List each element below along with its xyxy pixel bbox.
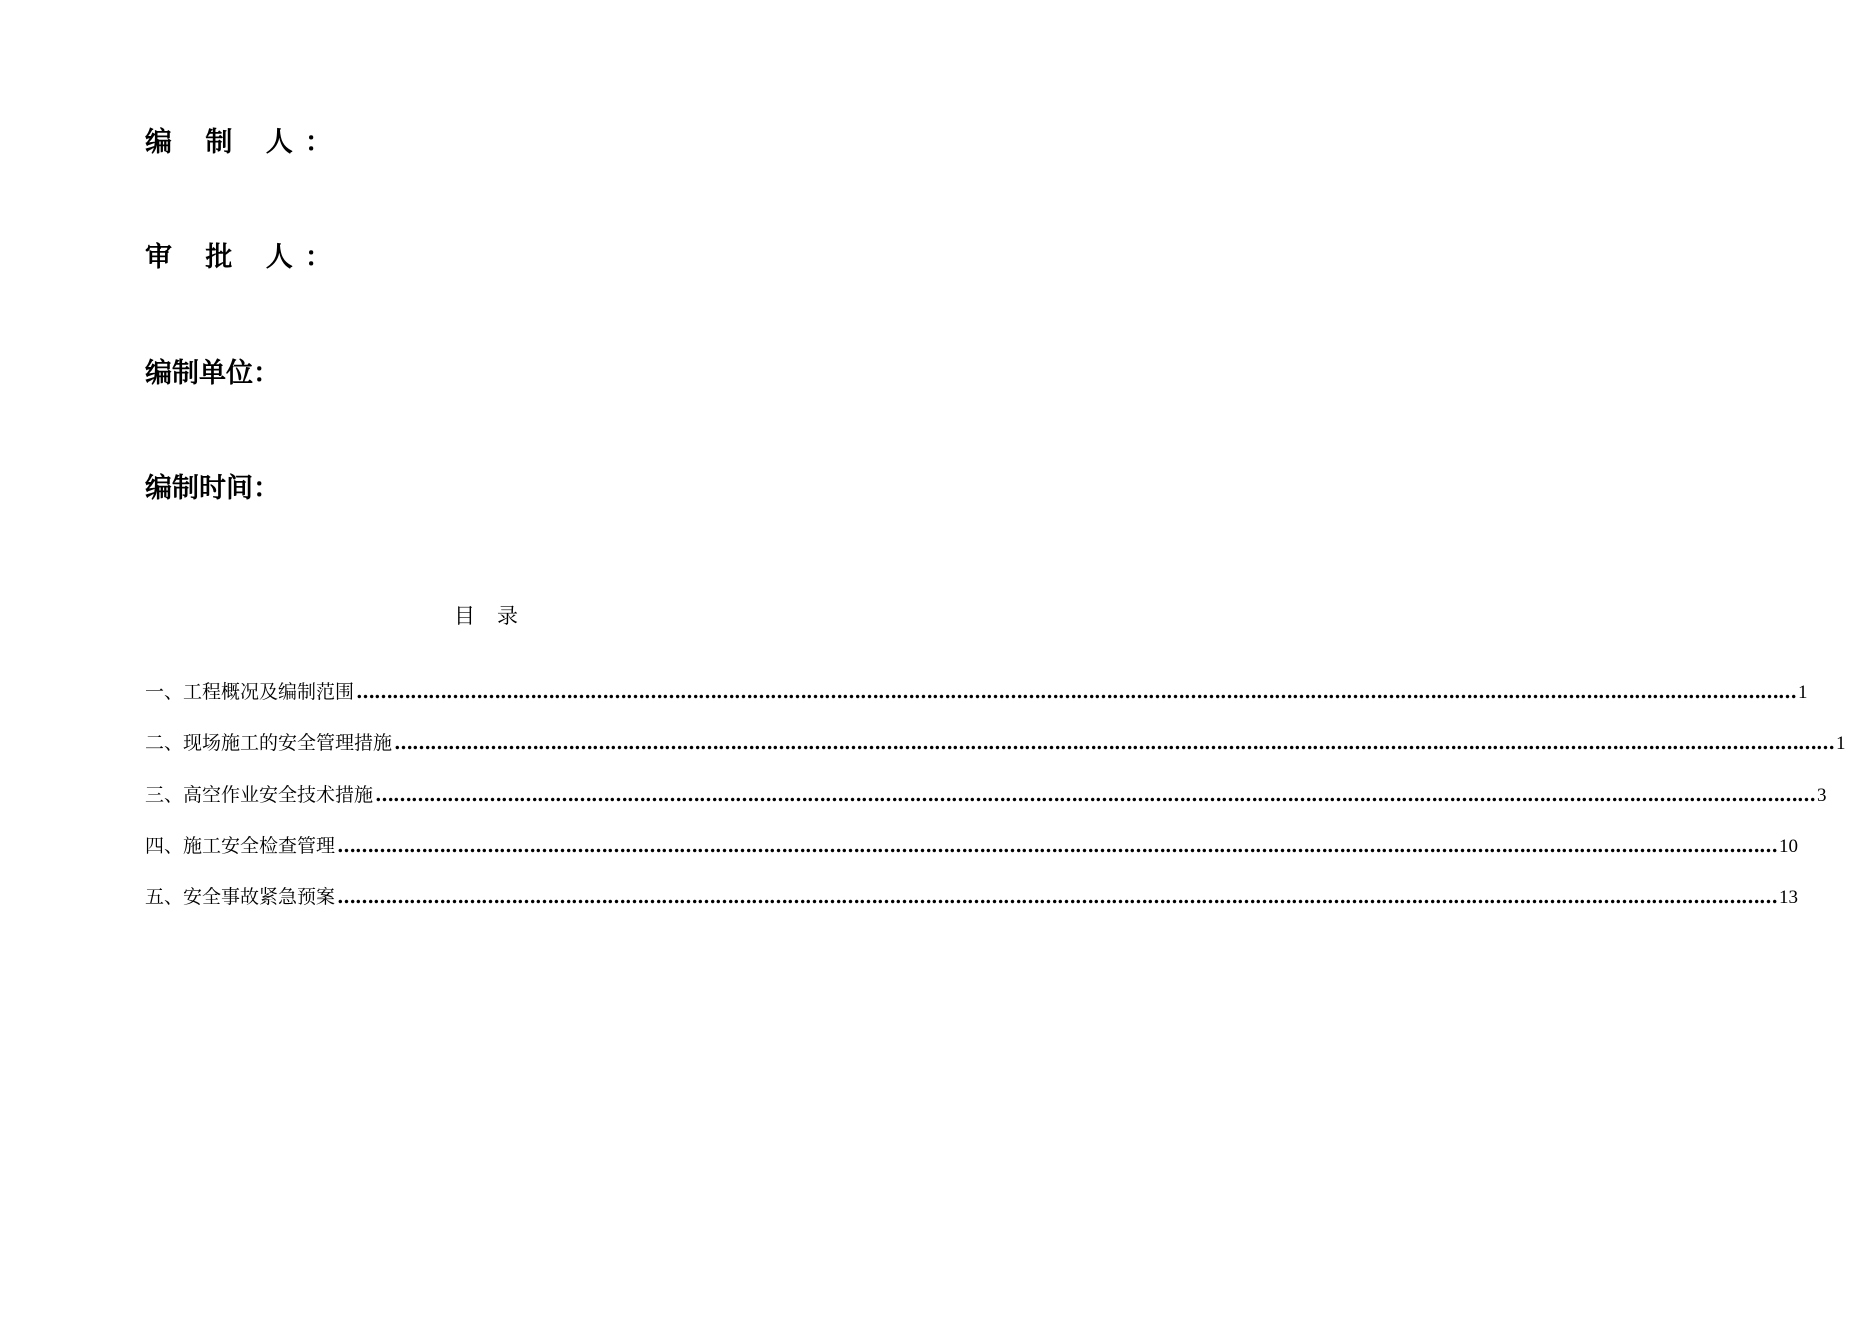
- field-approver: [145, 242, 332, 274]
- toc-leader-dots: ……………………………………………………………………………………………………………………………………………………………………………………………………………………: [337, 835, 1778, 857]
- toc-item[interactable]: [145, 832, 1799, 860]
- field-compiler: [145, 127, 332, 159]
- field-compiler-colon: ：: [304, 127, 332, 158]
- toc-leader-dots: ……………………………………………………………………………………………………………………………………………………………………………………………………………………: [356, 681, 1797, 703]
- field-date: [145, 473, 280, 505]
- toc-leader-dots: ……………………………………………………………………………………………………………………………………………………………………………………………………………………: [337, 886, 1778, 908]
- toc-item[interactable]: [145, 729, 1846, 757]
- field-date-label: 编制时间: [145, 473, 253, 504]
- field-unit-colon: ：: [253, 358, 280, 389]
- toc-leader-dots: ……………………………………………………………………………………………………………………………………………………………………………………………………………………: [394, 732, 1835, 754]
- toc-item[interactable]: [145, 883, 1799, 911]
- toc-leader-dots: ……………………………………………………………………………………………………………………………………………………………………………………………………………………: [375, 784, 1816, 806]
- field-unit-label: 编制单位: [145, 358, 253, 389]
- toc-item-page: 13: [1779, 887, 1799, 908]
- field-approver-colon: ：: [304, 242, 332, 273]
- toc-item[interactable]: [145, 781, 1827, 809]
- field-approver-label: 审 批 人: [145, 242, 305, 273]
- toc-item-label: 四、施工安全检查管理: [145, 835, 336, 857]
- toc-item[interactable]: [145, 678, 1808, 706]
- toc-item-page: 1: [1798, 682, 1808, 703]
- toc-title: 目录: [454, 604, 540, 628]
- toc-item-label: 五、安全事故紧急预案: [145, 886, 336, 908]
- toc-item-label: 一、工程概况及编制范围: [145, 681, 355, 703]
- toc-item-page: 3: [1817, 785, 1827, 806]
- field-date-colon: ：: [253, 473, 280, 504]
- toc-item-page: 10: [1779, 836, 1799, 857]
- field-compiler-label: 编 制 人: [145, 127, 305, 158]
- toc-item-label: 二、现场施工的安全管理措施: [145, 732, 393, 754]
- toc-item-label: 三、高空作业安全技术措施: [145, 784, 374, 806]
- toc-item-page: 1: [1836, 733, 1846, 754]
- field-unit: [145, 358, 280, 390]
